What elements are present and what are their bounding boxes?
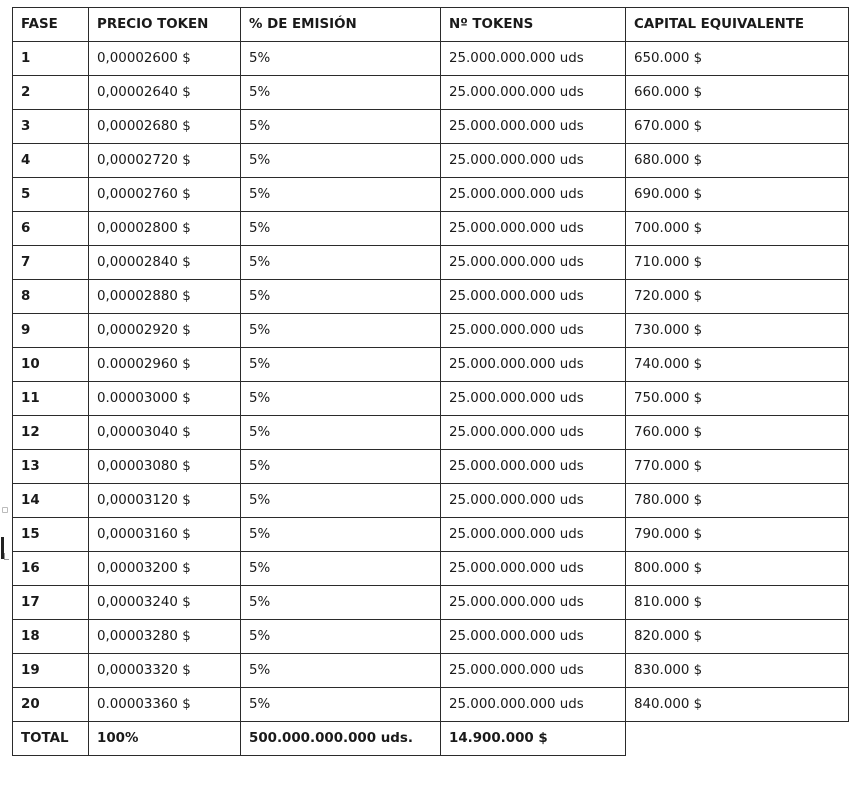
token-phases-table [12,7,849,756]
table-row [13,280,849,314]
cell-emision: 5% [241,688,441,722]
table-row [13,688,849,722]
total-capital: 14.900.000 $ [441,722,626,756]
cell-emision: 5% [241,280,441,314]
table-row [13,110,849,144]
table-row [13,416,849,450]
cell-tokens: 25.000.000.000 uds [441,688,626,722]
cell-emision: 5% [241,484,441,518]
cell-capital: 720.000 $ [626,280,849,314]
cell-capital: 810.000 $ [626,586,849,620]
header-capital: CAPITAL EQUIVALENTE [626,8,849,42]
cell-capital: 730.000 $ [626,314,849,348]
cell-precio-token: 0,00003120 $ [89,484,241,518]
cell-emision: 5% [241,212,441,246]
cell-tokens: 25.000.000.000 uds [441,280,626,314]
cell-fase: 12 [13,416,89,450]
cell-emision: 5% [241,314,441,348]
cell-fase: 13 [13,450,89,484]
cell-fase: 16 [13,552,89,586]
cell-capital: 760.000 $ [626,416,849,450]
cell-tokens: 25.000.000.000 uds [441,552,626,586]
cell-fase: 17 [13,586,89,620]
total-tokens: 500.000.000.000 uds. [241,722,441,756]
cell-precio-token: 0,00002640 $ [89,76,241,110]
cell-emision: 5% [241,246,441,280]
table-row [13,552,849,586]
cell-precio-token: 0,00003280 $ [89,620,241,654]
cell-tokens: 25.000.000.000 uds [441,246,626,280]
cell-tokens: 25.000.000.000 uds [441,76,626,110]
cell-precio-token: 0,00002840 $ [89,246,241,280]
cell-emision: 5% [241,620,441,654]
cell-capital: 840.000 $ [626,688,849,722]
cell-tokens: 25.000.000.000 uds [441,620,626,654]
cell-capital: 700.000 $ [626,212,849,246]
header-tokens: Nº TOKENS [441,8,626,42]
cell-fase: 18 [13,620,89,654]
cell-fase: 15 [13,518,89,552]
cell-capital: 650.000 $ [626,42,849,76]
cell-precio-token: 0,00003200 $ [89,552,241,586]
cell-tokens: 25.000.000.000 uds [441,654,626,688]
cell-capital: 780.000 $ [626,484,849,518]
table-row [13,42,849,76]
table-row [13,144,849,178]
cell-capital: 800.000 $ [626,552,849,586]
cell-precio-token: 0,00002680 $ [89,110,241,144]
cell-emision: 5% [241,76,441,110]
cell-precio-token: 0,00003160 $ [89,518,241,552]
cell-precio-token: 0.00003360 $ [89,688,241,722]
cell-fase: 20 [13,688,89,722]
cell-tokens: 25.000.000.000 uds [441,416,626,450]
cell-fase: 19 [13,654,89,688]
cell-precio-token: 0.00003000 $ [89,382,241,416]
cell-capital: 690.000 $ [626,178,849,212]
table-row [13,620,849,654]
cell-tokens: 25.000.000.000 uds [441,450,626,484]
cell-precio-token: 0,00003320 $ [89,654,241,688]
cell-fase: 5 [13,178,89,212]
cell-capital: 830.000 $ [626,654,849,688]
cell-tokens: 25.000.000.000 uds [441,144,626,178]
cell-precio-token: 0,00002920 $ [89,314,241,348]
cell-fase: 14 [13,484,89,518]
cell-tokens: 25.000.000.000 uds [441,42,626,76]
total-percent: 100% [89,722,241,756]
cell-capital: 680.000 $ [626,144,849,178]
cell-fase: 2 [13,76,89,110]
table-row [13,450,849,484]
total-label: TOTAL [13,722,89,756]
table-row [13,314,849,348]
edge-box-icon [2,507,8,513]
cell-fase: 10 [13,348,89,382]
cell-fase: 11 [13,382,89,416]
table-row [13,76,849,110]
cell-emision: 5% [241,654,441,688]
cell-emision: 5% [241,42,441,76]
cell-emision: 5% [241,416,441,450]
cell-emision: 5% [241,178,441,212]
cell-precio-token: 0,00002800 $ [89,212,241,246]
table-header-row [13,8,849,42]
table-row [13,348,849,382]
cell-precio-token: 0,00002760 $ [89,178,241,212]
cell-emision: 5% [241,110,441,144]
total-row [13,722,849,756]
cell-capital: 710.000 $ [626,246,849,280]
cell-capital: 740.000 $ [626,348,849,382]
cell-fase: 9 [13,314,89,348]
edge-hook-icon [4,553,9,560]
cell-emision: 5% [241,144,441,178]
cell-emision: 5% [241,552,441,586]
table-row [13,586,849,620]
table-row [13,654,849,688]
table-row [13,382,849,416]
table-row [13,178,849,212]
cell-emision: 5% [241,348,441,382]
cell-tokens: 25.000.000.000 uds [441,586,626,620]
cell-capital: 770.000 $ [626,450,849,484]
cell-capital: 670.000 $ [626,110,849,144]
cell-emision: 5% [241,382,441,416]
total-empty-cell [626,722,849,756]
cell-tokens: 25.000.000.000 uds [441,212,626,246]
table-row [13,246,849,280]
cell-fase: 1 [13,42,89,76]
cell-capital: 790.000 $ [626,518,849,552]
cell-precio-token: 0,00002720 $ [89,144,241,178]
table-row [13,518,849,552]
cell-tokens: 25.000.000.000 uds [441,382,626,416]
cell-tokens: 25.000.000.000 uds [441,314,626,348]
table-row [13,212,849,246]
cell-precio-token: 0,00003240 $ [89,586,241,620]
table-body [13,42,849,722]
cell-fase: 8 [13,280,89,314]
cell-precio-token: 0,00003080 $ [89,450,241,484]
cell-precio-token: 0.00002960 $ [89,348,241,382]
header-precio-token: PRECIO TOKEN [89,8,241,42]
header-emision: % DE EMISIÓN [241,8,441,42]
cell-tokens: 25.000.000.000 uds [441,348,626,382]
header-fase: FASE [13,8,89,42]
cell-fase: 6 [13,212,89,246]
cell-tokens: 25.000.000.000 uds [441,110,626,144]
cell-precio-token: 0,00002880 $ [89,280,241,314]
cell-precio-token: 0,00003040 $ [89,416,241,450]
table-row [13,484,849,518]
cell-precio-token: 0,00002600 $ [89,42,241,76]
cell-fase: 3 [13,110,89,144]
cell-tokens: 25.000.000.000 uds [441,178,626,212]
cell-tokens: 25.000.000.000 uds [441,518,626,552]
cell-capital: 660.000 $ [626,76,849,110]
cell-fase: 4 [13,144,89,178]
left-edge-fragment [0,497,9,577]
cell-fase: 7 [13,246,89,280]
cell-emision: 5% [241,450,441,484]
cell-capital: 750.000 $ [626,382,849,416]
cell-tokens: 25.000.000.000 uds [441,484,626,518]
cell-emision: 5% [241,518,441,552]
cell-emision: 5% [241,586,441,620]
cell-capital: 820.000 $ [626,620,849,654]
